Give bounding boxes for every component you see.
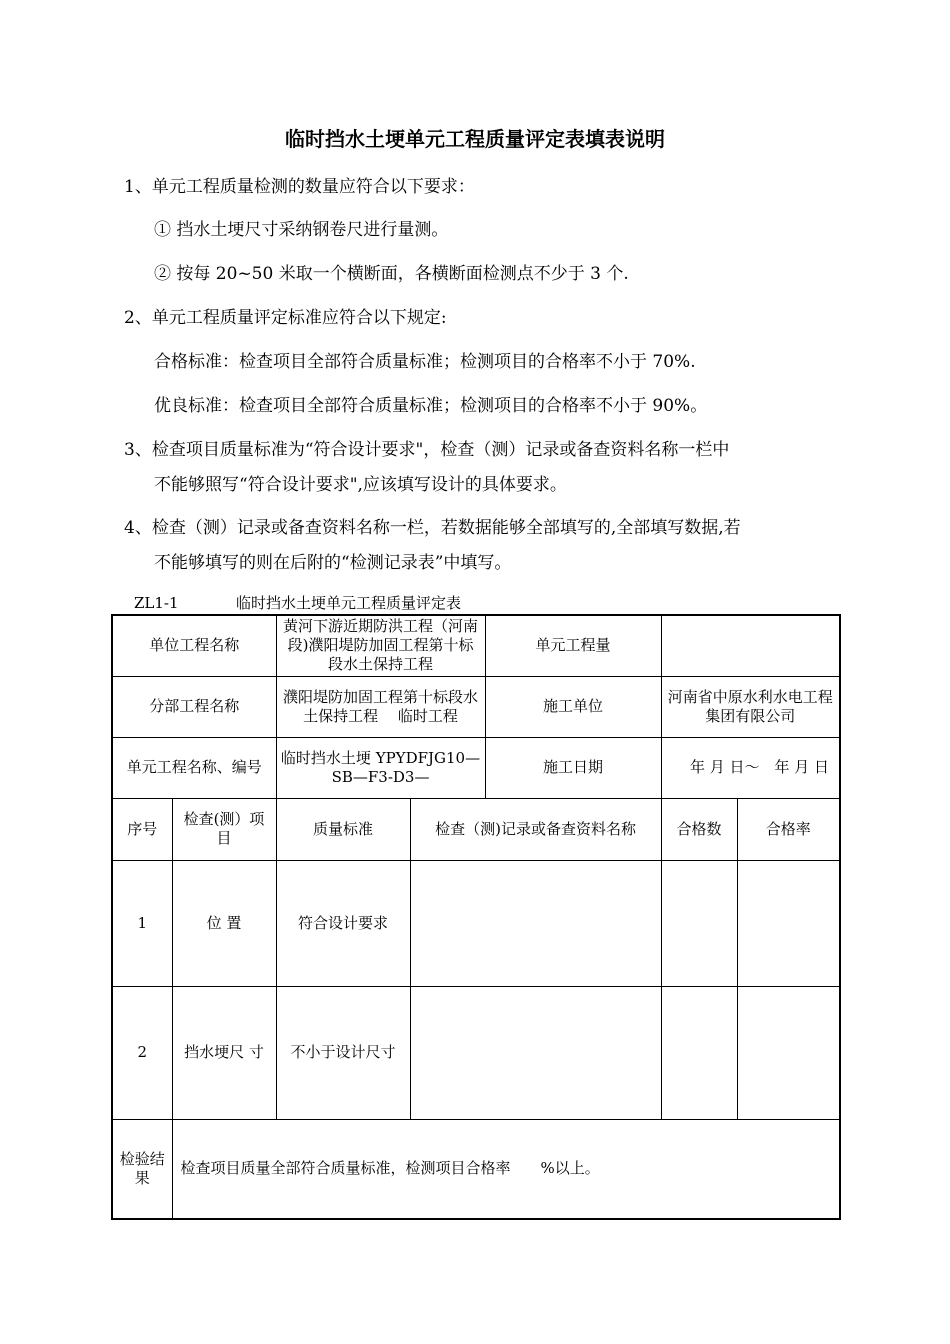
header-qualified-count: 合格数 [661, 798, 737, 860]
result-text: 检查项目质量全部符合质量标准，检测项目合格率 %以上。 [172, 1119, 840, 1219]
row-qualified-count [661, 860, 737, 986]
instruction-3-line1: 3、检查项目质量标准为“符合设计要求"，检查（测）记录或备查资料名称一栏中 [124, 440, 730, 460]
instruction-1b: ② 按每 20~50 米取一个横断面，各横断面检测点不少于 3 个. [154, 264, 629, 284]
table-row [112, 860, 840, 986]
result-label: 检验结果 [112, 1119, 172, 1219]
row-standard: 不小于设计尺寸 [276, 986, 410, 1119]
row-qualified-rate [737, 986, 840, 1119]
header-record: 检查（测)记录或备查资料名称 [410, 798, 661, 860]
table-row [112, 986, 840, 1119]
instruction-2: 2、单元工程质量评定标准应符合以下规定: [124, 308, 447, 328]
unit-project-value: 黄河下游近期防洪工程（河南段)濮阳堤防加固工程第十标段水土保持工程 [276, 615, 485, 676]
division-label: 分部工程名称 [112, 676, 276, 737]
form-code: ZL1-1 [134, 594, 179, 612]
header-row [112, 798, 840, 860]
document-title: 临时挡水土埂单元工程质量评定表填表说明 [285, 127, 665, 151]
contractor-value: 河南省中原水利水电工程集团有限公司 [661, 676, 840, 737]
contractor-label: 施工单位 [485, 676, 661, 737]
result-row [112, 1119, 840, 1219]
instruction-3-line2: 不能够照写“符合设计要求",应该填写设计的具体要求。 [154, 475, 567, 495]
row-unit-project [112, 615, 840, 676]
element-name-value: 临时挡水土埂 YPYDFJG10—SB—F3-D3— [276, 737, 485, 798]
instruction-4-line2: 不能够填写的则在后附的“检测记录表”中填写。 [154, 553, 512, 573]
instruction-1: 1、单元工程质量检测的数量应符合以下要求： [124, 177, 475, 197]
row-item: 位 置 [172, 860, 276, 986]
date-label: 施工日期 [485, 737, 661, 798]
header-item: 检查(测）项目 [172, 798, 276, 860]
header-standard: 质量标准 [276, 798, 410, 860]
row-qualified-count [661, 986, 737, 1119]
assessment-table [111, 614, 841, 1220]
row-standard: 符合设计要求 [276, 860, 410, 986]
row-record [410, 986, 661, 1119]
element-quantity-value [661, 615, 840, 676]
header-qualified-rate: 合格率 [737, 798, 840, 860]
row-qualified-rate [737, 860, 840, 986]
instruction-4-line1: 4、检查（测）记录或备查资料名称一栏，若数据能够全部填写的,全部填写数据,若 [124, 518, 741, 538]
unit-project-label: 单位工程名称 [112, 615, 276, 676]
element-name-label: 单元工程名称、编号 [112, 737, 276, 798]
division-value: 濮阳堤防加固工程第十标段水土保持工程 临时工程 [276, 676, 485, 737]
form-caption: 临时挡水土埂单元工程质量评定表 [236, 594, 462, 612]
header-seq: 序号 [112, 798, 172, 860]
element-quantity-label: 单元工程量 [485, 615, 661, 676]
instruction-2b: 优良标准：检查项目全部符合质量标准；检测项目的合格率不小于 90%。 [154, 396, 708, 416]
row-item: 挡水埂尺 寸 [172, 986, 276, 1119]
instruction-1a: ① 挡水土埂尺寸采纳钢卷尺进行量测。 [154, 220, 449, 240]
row-division [112, 676, 840, 737]
row-seq: 1 [112, 860, 172, 986]
row-record [410, 860, 661, 986]
row-seq: 2 [112, 986, 172, 1119]
row-element-name [112, 737, 840, 798]
date-value: 年 月 日～ 年 月 日 [661, 737, 840, 798]
instruction-2a: 合格标准：检查项目全部符合质量标准；检测项目的合格率不小于 70%. [154, 352, 696, 372]
